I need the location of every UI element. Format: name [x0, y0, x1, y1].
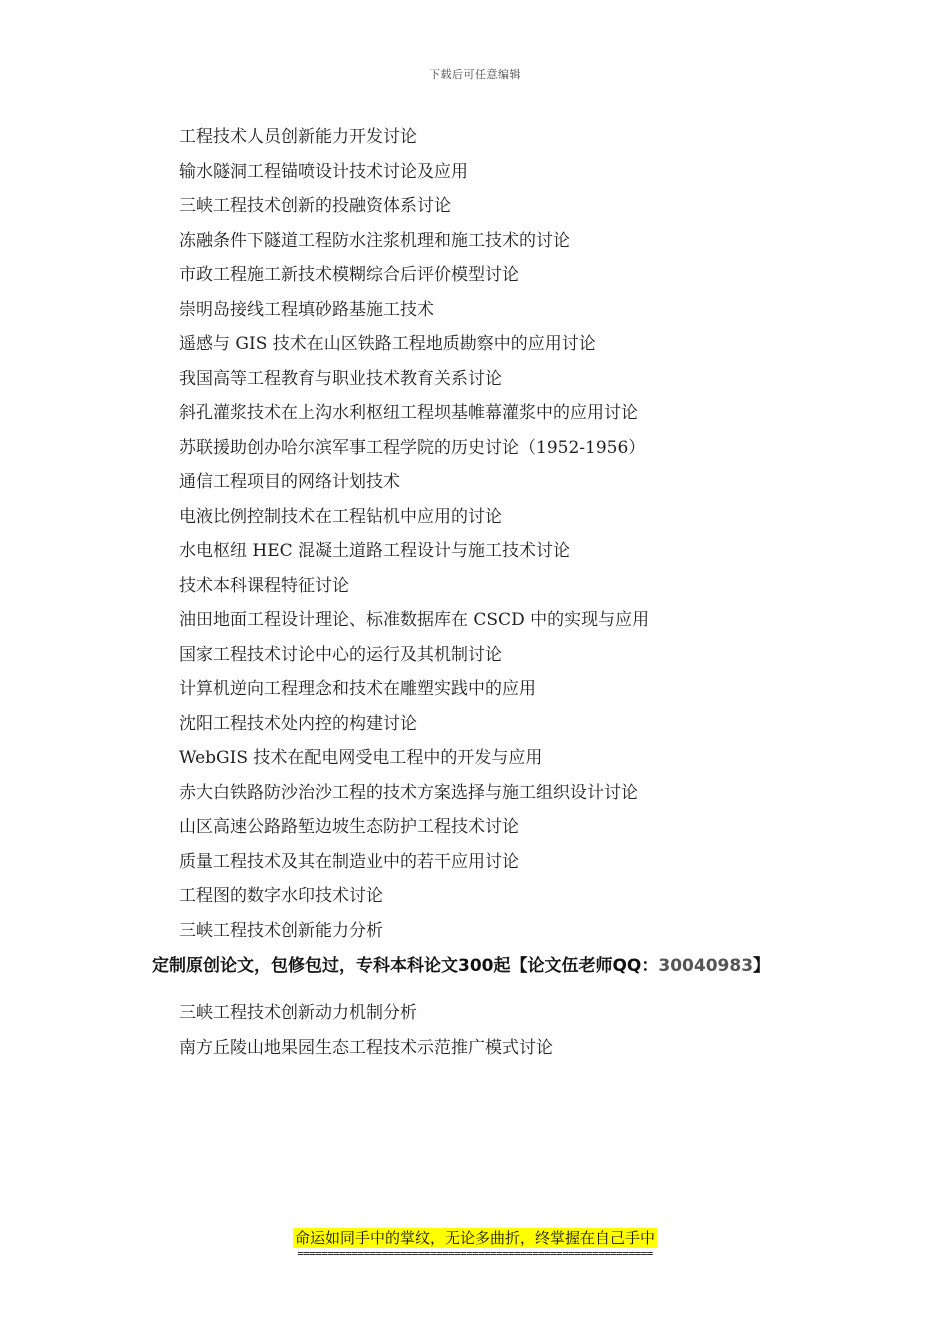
- list-item: 三峡工程技术创新的投融资体系讨论: [179, 196, 451, 216]
- list-item: 工程图的数字水印技术讨论: [179, 886, 383, 906]
- list-item: 冻融条件下隧道工程防水注浆机理和施工技术的讨论: [179, 230, 570, 251]
- list-item: 工程技术人员创新能力开发讨论: [179, 127, 417, 147]
- title-list: [179, 122, 879, 950]
- list-item: 油田地面工程设计理论、标准数据库在 CSCD 中的实现与应用: [179, 610, 650, 630]
- list-item: 技术本科课程特征讨论: [179, 575, 349, 596]
- list-item: 市政工程施工新技术模糊综合后评价模型讨论: [179, 265, 519, 285]
- list-item: 国家工程技术讨论中心的运行及其机制讨论: [179, 644, 502, 665]
- list-item: 苏联援助创办哈尔滨军事工程学院的历史讨论（1952-1956）: [179, 437, 646, 458]
- list-item: 斜孔灌浆技术在上沟水利枢纽工程坝基帷幕灌浆中的应用讨论: [179, 403, 638, 423]
- list-item: 沈阳工程技术处内控的构建讨论: [179, 713, 417, 734]
- list-item: 水电枢纽 HEC 混凝土道路工程设计与施工技术讨论: [179, 541, 571, 561]
- list-item: 三峡工程技术创新能力分析: [179, 920, 383, 941]
- list-item: 我国高等工程教育与职业技术教育关系讨论: [179, 368, 502, 389]
- ad-banner: [152, 952, 932, 980]
- footer-motto: 命运如同手中的掌纹，无论多曲折，终掌握在自己手中: [294, 1229, 655, 1247]
- list-item: 南方丘陵山地果园生态工程技术示范推广模式讨论: [179, 1037, 553, 1058]
- header-note: 下载后可任意编辑: [429, 68, 521, 81]
- list-item: WebGIS 技术在配电网受电工程中的开发与应用: [179, 748, 543, 768]
- ad-text: 定制原创论文，包修包过，专科本科论文300起【论文伍老师QQ：: [152, 956, 659, 976]
- footer-rule: ===========================================================: [297, 1248, 653, 1260]
- list-item: 通信工程项目的网络计划技术: [179, 472, 400, 492]
- list-item: 遥感与 GIS 技术在山区铁路工程地质勘察中的应用讨论: [179, 334, 596, 354]
- list-item: 质量工程技术及其在制造业中的若干应用讨论: [179, 851, 519, 872]
- footer: [0, 1228, 950, 1260]
- list-item: 赤大白铁路防沙治沙工程的技术方案选择与施工组织设计讨论: [179, 782, 638, 803]
- ad-close-bracket: 】: [753, 956, 771, 976]
- list-item: 山区高速公路路堑边坡生态防护工程技术讨论: [179, 817, 519, 837]
- list-item: 电液比例控制技术在工程钻机中应用的讨论: [179, 506, 502, 527]
- list-item: 崇明岛接线工程填砂路基施工技术: [179, 299, 434, 320]
- list-item: 三峡工程技术创新动力机制分析: [179, 1003, 417, 1023]
- title-list-continued: [179, 998, 879, 1067]
- list-item: 输水隧洞工程锚喷设计技术讨论及应用: [179, 161, 468, 182]
- ad-qq-number: 30040983: [658, 956, 754, 976]
- list-item: 计算机逆向工程理念和技术在雕塑实践中的应用: [179, 679, 536, 699]
